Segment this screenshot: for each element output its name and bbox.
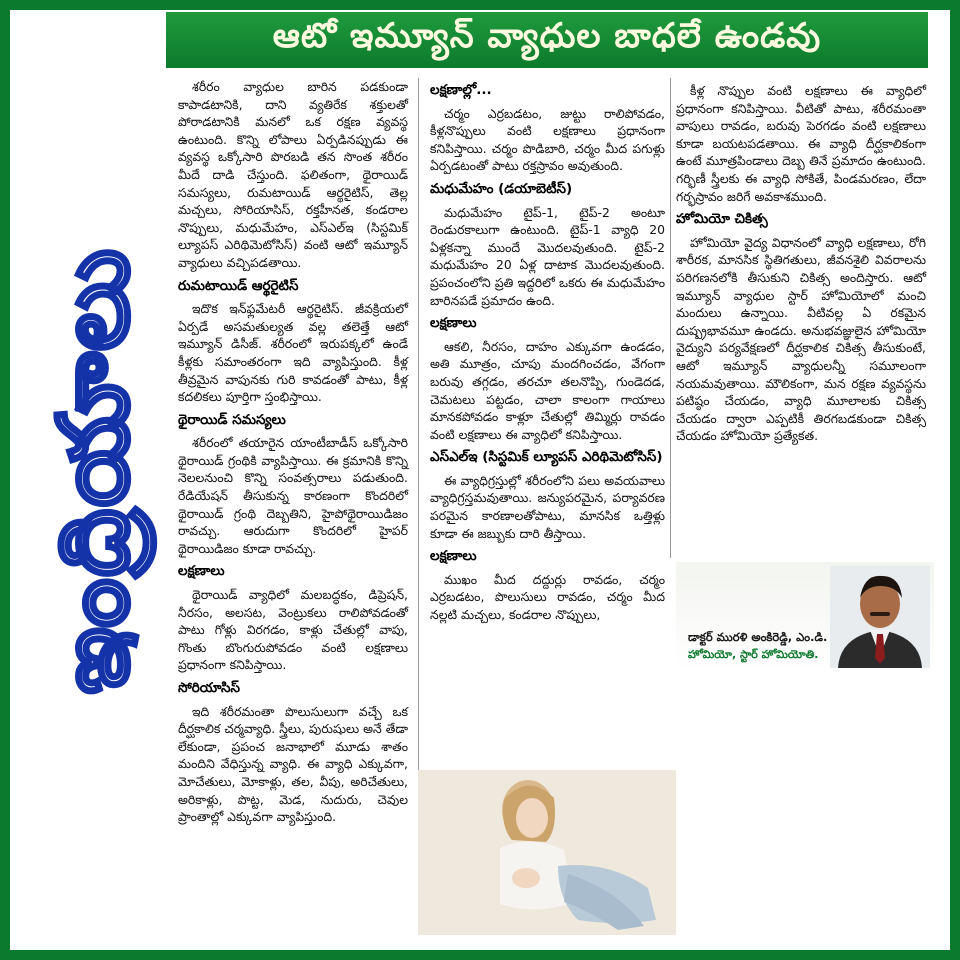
article-column-3 <box>676 82 926 448</box>
headline-text: ఆటో ఇమ్యూన్ వ్యాధుల బాధలే ఉండవు <box>272 16 822 56</box>
section-heading: లక్షణాలు <box>178 563 225 580</box>
section-heading: హోమియో చికిత్స <box>676 211 768 228</box>
section-paragraph: శరీరంలో తయారైన యాంటీబాడీస్ ఒక్కోసారి థైరాయిడ్ గ్రంథికి వ్యాపిస్తాయి. ఈ క్రమానికి కొన్ని నెలలనుంచి కొన్ని సంవత్సరాలు పడుతుంది. రేడియేషన్ తీసుకున్న కారణంగా కొందరిలో థైరాయిడ్ గ్రంథి దెబ్బతిని, హైపోథైరాయిడిజం రావచ్చు. ఆరుదుగా కొందరిలో హైపర్ థైరాయిడిజం కూడా రావచ్చు. <box>178 435 408 556</box>
column-divider <box>670 78 671 558</box>
section-paragraph: ఈ వ్యాధిగ్రస్తుల్లో శరీరంలోని పలు అవయవాలు వ్యాధిగ్రస్తమవుతాయి. జన్యుపరమైన, పర్యావరణ పరమైన కారణాలతోపాటు, మానసిక ఒత్తిళ్లు కూడా ఈ జబ్బుకు దారి తీస్తాయి. <box>430 472 665 541</box>
author-name: డాక్టర్ మురళి అంకిరెడ్డి, ఎం.డి. <box>688 630 828 644</box>
section-heading: థైరాయిడ్ సమస్యలు <box>178 411 286 428</box>
author-title: హోమియో, స్టార్ హోమియోతి. <box>688 648 819 661</box>
section-paragraph: హోమియో వైద్య విధానంలో వ్యాధి లక్షణాలు, రోగి శారీరక, మానసిక స్థితిగతులు, జీవనశైలి వివరాలను పరిగణనలోకి తీసుకుని చికిత్స అందిస్తారు. ఆటో ఇమ్యూన్ వ్యాధుల స్టార్ హోమియోలో మంచి మందులు ఉన్నాయి. వీటివల్ల ఏ రకమైన దుష్ప్రభావమూ ఉండదు. అనుభవజ్ఞులైన హోమియో వైద్యుని పర్యవేక్షణలో దీర్ఘకాలిక చికిత్స తీసుకుంటే, ఆటో ఇమ్యూన్ వ్యాధులన్నీ సమూలంగా నయమవుతాయి. మౌలికంగా, మన రక్షణ వ్యవస్థను పటిష్ఠం చేయడం, వ్యాధి మూలాలకు చికిత్స చేయడం ద్వారా ఎప్పటికీ తిరగబడకుండా చికిత్స చేయడం హోమియో ప్రత్యేకత. <box>676 234 926 444</box>
section-heading: లక్షణాలు <box>430 548 477 565</box>
section-heading: రుమటాయిడ్ ఆర్థరైటిస్ <box>178 277 299 294</box>
section-paragraph: థైరాయిడ్ వ్యాధిలో మలబద్ధకం, డిప్రెషన్, నీరసం, అలసట, వెంట్రుకలు రాలిపోవడంతో పాటు గోళ్లు విరగడం, కాళ్లు చేతుల్లో వాపు, గొంతు బొంగురుపోవడం వంటి లక్షణాలు ప్రధానంగా కనిపిస్తాయి. <box>178 587 408 673</box>
section-paragraph: ఇదొక ఇన్‌ఫ్లమేటరీ ఆర్థరైటిస్. జీవక్రియలో ఏర్పడే అసమతుల్యత వల్ల తలెత్తే ఆటో ఇమ్యూన్ డిసీజ్. శరీరంలో ఇరుపక్కలో ఉండే కీళ్లకు సమాంతరంగా ఇది వ్యాపిస్తుంది. కీళ్ల తీవ్రమైన వాపునకు గురి కావడంతో పాటు, కీళ్ల కదలికలు పూర్తిగా స్తంభిస్తాయి. <box>178 301 408 405</box>
section-paragraph: కీళ్ల నొప్పుల వంటి లక్షణాలు ఈ వ్యాధిలో ప్రధానంగా కనిపిస్తాయి. వీటితో పాటు, శరీరమంతా వాపులు రావడం, బరువు పెరగడం వంటి లక్షణాలు కూడా బయటపడతాయి. ఈ వ్యాధి దీర్ఘకాలికంగా ఉంటే మూత్రపిండాలు దెబ్బ తినే ప్రమాదం ఉంటుంది. గర్భిణీ స్త్రీలకు ఈ వ్యాధి సోకితే, పిండమరణం, లేదా గర్భస్రావం జరిగే అవకాశముంది. <box>676 83 926 204</box>
section-heading: లక్షణాల్లో... <box>430 82 492 98</box>
section-heading: మధుమేహం (డయాబెటీస్) <box>430 180 573 197</box>
section-paragraph: ఆకలి, నీరసం, దాహం ఎక్కువగా ఉండడం, అతి మూత్రం, చూపు మందగించడం, వేగంగా బరువు తగ్గడం, తరచూ తలనొప్పి, గుండెదడ, చెమటలు పట్టడం, చాలా కాలంగా గాయాలు మానకపోవడం కాళ్లూ చేతుల్లో తిమ్మిర్లు రావడం వంటి లక్షణాలు ఈ వ్యాధిలో కనిపిస్తాయి. <box>430 338 665 442</box>
section-heading: సోరియాసిస్ <box>178 680 240 696</box>
section-heading: ఎస్ఎల్ఇ (సిస్టమిక్ ల్యూపస్ ఎరిథిమెటోసిస్) <box>430 449 663 466</box>
masthead-title <box>36 170 160 770</box>
section-paragraph: చర్మం ఎర్రబడటం, జుట్టు రాలిపోవడం, కీళ్లనొప్పులు వంటి లక్షణాలు ప్రధానంగా కనిపిస్తాయి. చర్మం పొడిబారి, చర్మం మీద పగుళ్లు ఏర్పడటంతో పాటు రక్తస్రావం అవుతుంది. <box>430 105 665 174</box>
article-column-1 <box>178 78 408 829</box>
section-paragraph: మధుమేహం టైప్-1, టైప్-2 అంటూ రెండురకాలుగా ఉంటుంది. టైప్-1 వ్యాధి 20 ఏళ్లకన్నా ముందే మొదలవుతుంది. టైప్-2 మధుమేహం 20 ఏళ్ల దాటాక మొదలవుతుంది. ప్రపంచంలోని ప్రతి ఇద్దరిలో ఒకరు ఈ మధుమేహం బారినపడే ప్రమాదం ఉంది. <box>430 204 665 308</box>
woman-photo <box>418 770 676 935</box>
article-column-2 <box>430 82 665 627</box>
woman-illustration <box>418 770 676 935</box>
masthead-text: ఇంద్రియాలు <box>36 246 150 694</box>
section-paragraph: ఇది శరీరమంతా పొలుసులుగా వచ్చే ఒక దీర్ఘకాలిక చర్మవ్యాధి. స్త్రీలు, పురుషులు అనే తేడా లేకుండా, ప్రపంచ జనాభాలో మూడు శాతం మందిని వేధిస్తున్న వ్యాధి. ఈ వ్యాధి ఎక్కువగా, మోచేతులు, మోకాళ్లు, తల, వీపు, అరిచేతులు, అరికాళ్లు, పొట్ట, మెడ, నుదురు, చెవుల ప్రాంతాల్లో ఎక్కువగా వ్యాపిస్తుంది. <box>178 703 408 825</box>
intro-paragraph: శరీరం వ్యాధుల బారిన పడకుండా కాపాడటానికి, దాని వ్యతిరేక శక్తులతో పోరాడటానికి మనలో ఒక రక్షణ వ్యవస్థ ఉంటుంది. కొన్ని లోపాలు ఏర్పడినప్పుడు ఈ వ్యవస్థ ఒక్కోసారి పొరబడి తన సొంత శరీరం మీదే దాడి చేస్తుంది. ఫలితంగా, థైరాయిడ్ సమస్యలు, రుమటాయిడ్ ఆర్థరైటిస్, తెల్ల మచ్చలు, సోరియాసిస్, రక్తహీనత, కండరాల నొప్పులు, మధుమేహం, ఎస్ఎల్ఇ (సిస్టమిక్ ల్యూపస్ ఎరిథిమెటోసిస్) వంటి ఆటో ఇమ్యూన్ వ్యాధులు వచ్చిపడతాయి. <box>178 79 408 270</box>
section-heading: లక్షణాలు <box>430 315 477 332</box>
headline-banner <box>166 12 928 68</box>
section-paragraph: ముఖం మీద దద్దుర్లు రావడం, చర్మం ఎర్రబడటం, పొలుసులు రావడం, చర్మం మీద నల్లటి మచ్చలు, కండరాల నొప్పులు, <box>430 571 665 623</box>
